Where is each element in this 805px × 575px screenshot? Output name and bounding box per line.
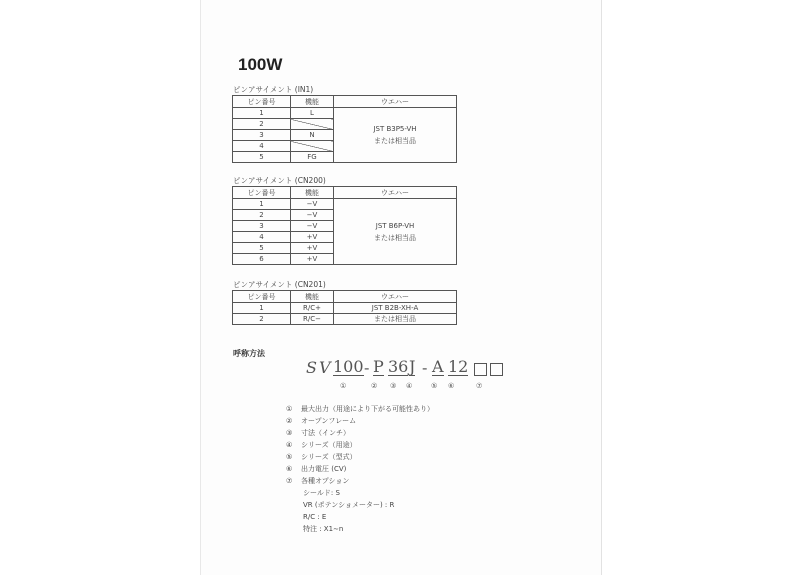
legend-item — [286, 451, 434, 463]
pin-cell: 1 — [233, 303, 291, 314]
pin-cell: 1 — [233, 108, 291, 119]
function-cell: +V — [291, 254, 334, 265]
wafer-cell — [334, 108, 457, 163]
table-row — [233, 303, 457, 314]
position-marker: ③ — [390, 382, 397, 390]
model-dash: - — [364, 358, 370, 377]
wafer-cell: または相当品 — [334, 314, 457, 325]
model-option-boxes — [474, 361, 506, 380]
option-box — [474, 363, 487, 376]
option-item: シールド: S — [303, 489, 340, 497]
function-cell-na — [291, 119, 334, 130]
table-row — [233, 314, 457, 325]
legend-mark: ⑤ — [286, 453, 293, 461]
model-series: J — [409, 357, 416, 376]
table-header-row — [233, 96, 457, 108]
legend-mark: ⑥ — [286, 465, 293, 473]
wafer-note: または相当品 — [374, 137, 416, 145]
function-cell: R/C+ — [291, 303, 334, 314]
legend-mark: ③ — [286, 429, 293, 437]
legend-mark: ④ — [286, 441, 293, 449]
pin-cell: 4 — [233, 232, 291, 243]
function-cell: −V — [291, 210, 334, 221]
function-cell: −V — [291, 221, 334, 232]
legend-item — [286, 427, 434, 439]
model-voltage: 12 — [448, 357, 469, 376]
pin-cell: 3 — [233, 221, 291, 232]
model-frame: P — [373, 357, 384, 376]
cn200-caption: ピンアサイメント (CN200) — [233, 176, 326, 185]
column-header: 機能 — [291, 96, 334, 108]
pin-cell: 4 — [233, 141, 291, 152]
function-cell: FG — [291, 152, 334, 163]
legend-text: シリーズ（用途） — [301, 441, 357, 449]
cn201-table — [232, 290, 457, 325]
function-cell: +V — [291, 243, 334, 254]
model-series2: A — [432, 357, 444, 376]
legend-text: シリーズ（型式） — [301, 453, 357, 461]
model-size: 36 — [388, 357, 409, 376]
option-item: VR (ポテンショメーター) : R — [303, 501, 395, 509]
wafer-part: JST B3P5-VH — [373, 125, 417, 133]
legend-item — [286, 403, 434, 415]
table-header-row — [233, 187, 457, 199]
legend-item — [286, 475, 434, 487]
column-header: ウエハー — [334, 187, 457, 199]
model-dash: - — [422, 358, 428, 377]
legend-item — [286, 439, 434, 451]
pin-cell: 5 — [233, 152, 291, 163]
function-cell: +V — [291, 232, 334, 243]
legend-text: 寸法（インチ） — [301, 429, 350, 437]
wafer-note: または相当品 — [374, 233, 416, 242]
pin-cell: 3 — [233, 130, 291, 141]
pin-cell: 5 — [233, 243, 291, 254]
option-box — [490, 363, 503, 376]
position-marker: ⑥ — [448, 382, 455, 390]
legend-mark: ② — [286, 417, 293, 425]
cn201-caption: ピンアサイメント (CN201) — [233, 280, 326, 289]
model-prefix: SV — [306, 358, 333, 377]
wafer-cell: JST B2B-XH-A — [334, 303, 457, 314]
in1-table — [232, 95, 457, 163]
table-header-row — [233, 291, 457, 303]
pin-cell: 6 — [233, 254, 291, 265]
position-marker: ⑦ — [476, 382, 483, 390]
table-row — [233, 108, 457, 119]
pin-cell: 2 — [233, 314, 291, 325]
column-header: ピン番号 — [233, 187, 291, 199]
naming-legend — [286, 403, 434, 535]
function-cell: N — [291, 130, 334, 141]
function-cell: L — [291, 108, 334, 119]
pin-cell: 2 — [233, 119, 291, 130]
legend-text: 各種オプション — [301, 477, 350, 485]
option-item: R/C : E — [303, 513, 327, 521]
column-header: ウエハー — [334, 291, 457, 303]
column-header: 機能 — [291, 187, 334, 199]
pin-cell: 1 — [233, 199, 291, 210]
wafer-cell — [334, 199, 457, 265]
naming-heading: 呼称方法 — [233, 349, 265, 358]
wafer-part: JST B6P-VH — [375, 221, 415, 230]
legend-text: オープンフレーム — [301, 417, 357, 425]
in1-caption: ピンアサイメント (IN1) — [233, 85, 314, 94]
position-marker: ② — [371, 382, 378, 390]
model-power: 100 — [333, 357, 364, 376]
pin-cell: 2 — [233, 210, 291, 221]
legend-mark: ⑦ — [286, 477, 293, 485]
page-title: 100W — [238, 55, 283, 74]
legend-text: 出力電圧 (CV) — [301, 465, 347, 473]
position-marker: ④ — [406, 382, 413, 390]
table-row — [233, 199, 457, 210]
legend-text: 最大出力（用途により下がる可能性あり） — [301, 405, 434, 413]
column-header: 機能 — [291, 291, 334, 303]
column-header: ウエハー — [334, 96, 457, 108]
column-header: ピン番号 — [233, 96, 291, 108]
function-cell: R/C− — [291, 314, 334, 325]
position-marker: ⑤ — [431, 382, 438, 390]
column-header: ピン番号 — [233, 291, 291, 303]
cn200-table — [232, 186, 457, 265]
position-marker: ① — [340, 382, 347, 390]
option-item: 特注 : X1∼n — [303, 525, 344, 533]
legend-item — [286, 415, 434, 427]
legend-mark: ① — [286, 405, 293, 413]
function-cell-na — [291, 141, 334, 152]
function-cell: −V — [291, 199, 334, 210]
legend-item — [286, 463, 434, 475]
